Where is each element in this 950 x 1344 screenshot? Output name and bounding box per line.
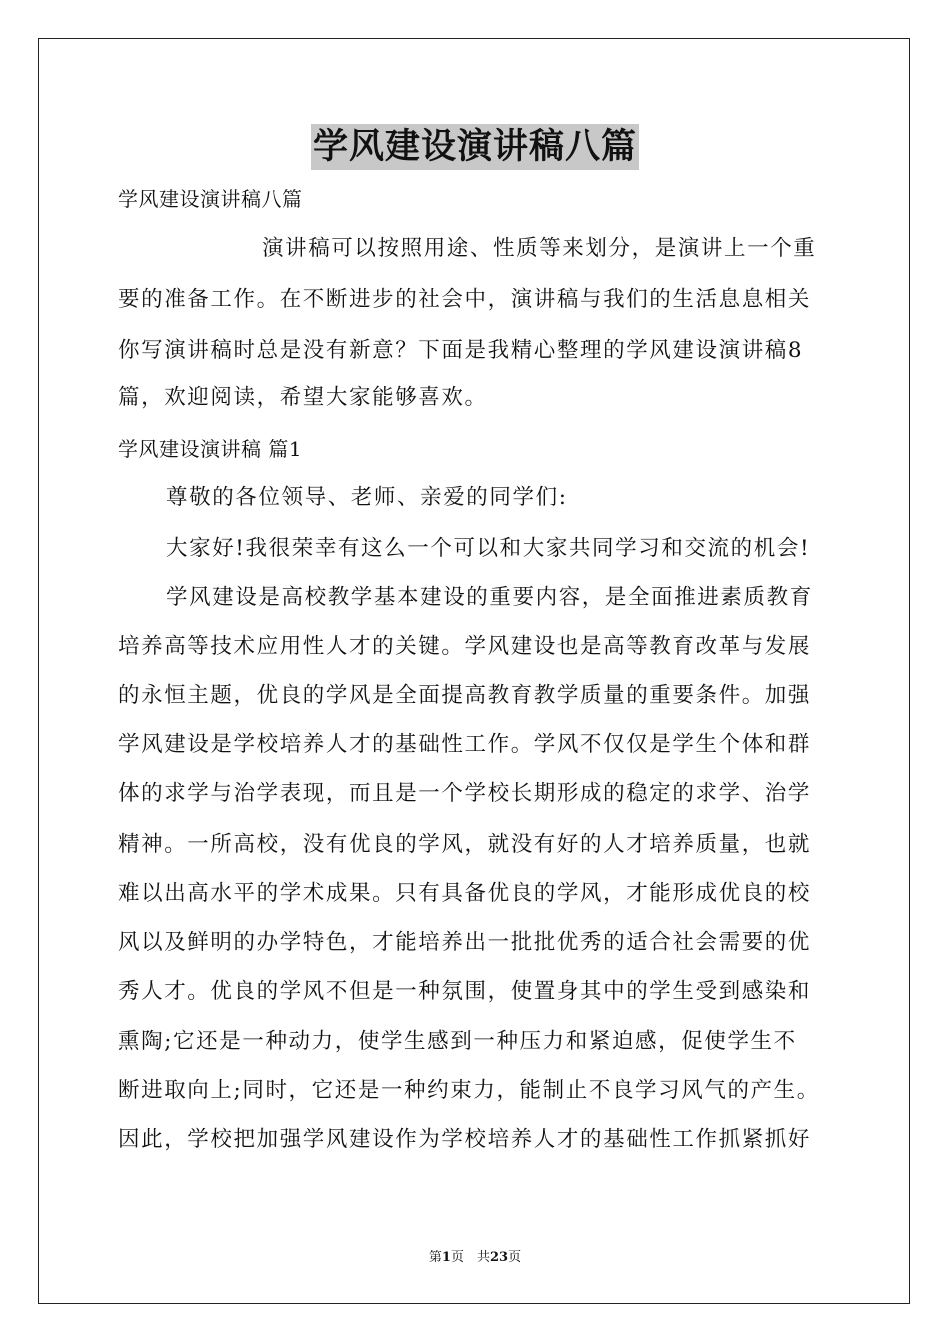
footer-prefix: 第 — [428, 1250, 442, 1265]
page-border — [38, 38, 910, 1304]
page-footer — [0, 1249, 950, 1267]
paragraph-line: 难以出高水平的学术成果。只有具备优良的学风，才能形成优良的校 — [118, 881, 812, 906]
paragraph-line: 尊敬的各位领导、老师、亲爱的同学们: — [166, 485, 568, 510]
footer-suffix: 页 — [508, 1250, 522, 1265]
paragraph-line: 精神。一所高校，没有优良的学风，就没有好的人才培养质量，也就 — [118, 832, 812, 857]
footer-total-pages: 23 — [489, 1250, 509, 1265]
paragraph-line: 熏陶;它还是一种动力，使学生感到一种压力和紧迫感，促使学生不 — [118, 1029, 797, 1054]
paragraph-line: 体的求学与治学表现，而且是一个学校长期形成的稳定的求学、治学 — [118, 781, 812, 806]
section-heading: 学风建设演讲稿 篇1 — [118, 437, 303, 461]
paragraph-line: 的永恒主题，优良的学风是全面提高教育教学质量的重要条件。加强 — [118, 683, 812, 708]
paragraph-line: 因此，学校把加强学风建设作为学校培养人才的基础性工作抓紧抓好 — [118, 1127, 812, 1152]
footer-current-page: 1 — [441, 1250, 451, 1265]
paragraph-line: 秀人才。优良的学风不但是一种氛围，使置身其中的学生受到感染和 — [118, 979, 812, 1004]
title-container — [0, 124, 950, 170]
paragraph-line: 学风建设是高校教学基本建设的重要内容，是全面推进素质教育 — [166, 585, 813, 610]
paragraph-line: 断进取向上;同时，它还是一种约束力，能制止不良学习风气的产生。 — [118, 1078, 820, 1103]
paragraph-line: 要的准备工作。在不断进步的社会中，演讲稿与我们的生活息息相关 — [118, 287, 812, 312]
footer-mid: 页 共 — [450, 1250, 490, 1265]
paragraph-line: 你写演讲稿时总是没有新意？下面是我精心整理的学风建设演讲稿8 — [118, 338, 804, 363]
paragraph-line: 演讲稿可以按照用途、性质等来划分，是演讲上一个重 — [262, 236, 817, 261]
document-title: 学风建设演讲稿八篇 — [311, 124, 639, 170]
paragraph-line: 篇，欢迎阅读，希望大家能够喜欢。 — [118, 385, 488, 410]
paragraph-line: 风以及鲜明的办学特色，才能培养出一批批优秀的适合社会需要的优 — [118, 930, 812, 955]
paragraph-line: 大家好!我很荣幸有这么一个可以和大家共同学习和交流的机会! — [166, 536, 811, 561]
paragraph-line: 学风建设是学校培养人才的基础性工作。学风不仅仅是学生个体和群 — [118, 732, 812, 757]
paragraph-line: 培养高等技术应用性人才的关键。学风建设也是高等教育改革与发展 — [118, 634, 812, 659]
subtitle-line: 学风建设演讲稿八篇 — [118, 187, 303, 211]
